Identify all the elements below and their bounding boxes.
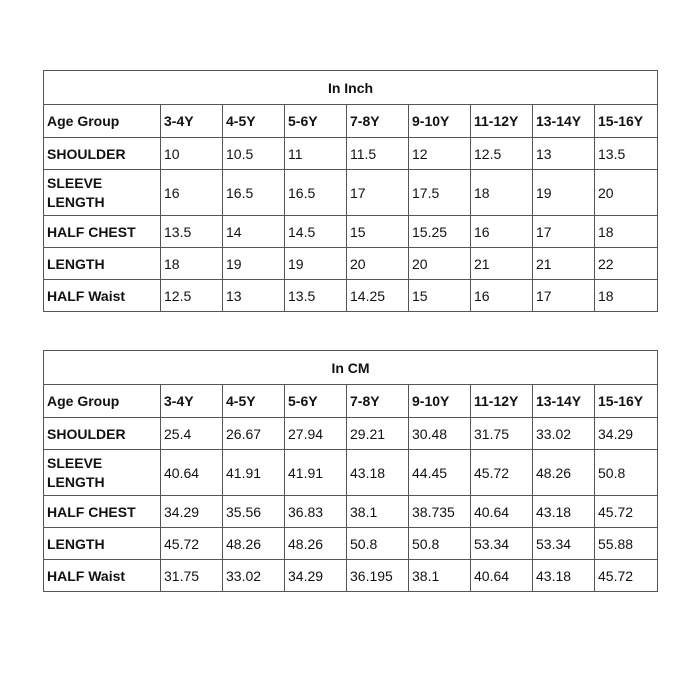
age-column-header: 7-8Y: [347, 385, 409, 418]
measurement-value: 36.195: [347, 560, 409, 592]
measurement-value: 17: [347, 170, 409, 216]
table-row: [44, 450, 658, 496]
table-row: [44, 528, 658, 560]
measurement-value: 11: [285, 138, 347, 170]
measurement-value: 45.72: [161, 528, 223, 560]
measurement-label: SLEEVE LENGTH: [44, 170, 161, 216]
measurement-value: 12.5: [161, 280, 223, 312]
measurement-value: 53.34: [533, 528, 595, 560]
measurement-value: 29.21: [347, 418, 409, 450]
age-group-header: Age Group: [44, 385, 161, 418]
measurement-value: 43.18: [533, 560, 595, 592]
measurement-value: 33.02: [533, 418, 595, 450]
measurement-value: 26.67: [223, 418, 285, 450]
size-table-inch: [43, 70, 658, 312]
measurement-value: 17: [533, 280, 595, 312]
age-column-header: 4-5Y: [223, 105, 285, 138]
measurement-label: SLEEVE LENGTH: [44, 450, 161, 496]
measurement-value: 12: [409, 138, 471, 170]
measurement-value: 38.735: [409, 496, 471, 528]
measurement-value: 33.02: [223, 560, 285, 592]
measurement-value: 31.75: [471, 418, 533, 450]
measurement-value: 13: [533, 138, 595, 170]
size-table-cm: [43, 350, 658, 592]
measurement-label: LENGTH: [44, 528, 161, 560]
age-group-header: Age Group: [44, 105, 161, 138]
measurement-value: 25.4: [161, 418, 223, 450]
measurement-value: 18: [595, 280, 658, 312]
measurement-value: 50.8: [595, 450, 658, 496]
measurement-value: 40.64: [471, 560, 533, 592]
measurement-value: 13.5: [161, 216, 223, 248]
measurement-value: 45.72: [595, 560, 658, 592]
table-caption: In CM: [44, 351, 658, 385]
measurement-value: 38.1: [409, 560, 471, 592]
table-header-row: [44, 385, 658, 418]
measurement-value: 34.29: [161, 496, 223, 528]
table-header-row: [44, 105, 658, 138]
age-column-header: 13-14Y: [533, 385, 595, 418]
table-row: [44, 138, 658, 170]
measurement-value: 50.8: [409, 528, 471, 560]
measurement-value: 27.94: [285, 418, 347, 450]
measurement-value: 16: [161, 170, 223, 216]
measurement-value: 20: [347, 248, 409, 280]
measurement-label: SHOULDER: [44, 418, 161, 450]
measurement-value: 31.75: [161, 560, 223, 592]
measurement-value: 17: [533, 216, 595, 248]
measurement-value: 38.1: [347, 496, 409, 528]
measurement-value: 22: [595, 248, 658, 280]
measurement-value: 20: [595, 170, 658, 216]
measurement-value: 43.18: [533, 496, 595, 528]
measurement-label: HALF Waist: [44, 560, 161, 592]
measurement-value: 13: [223, 280, 285, 312]
measurement-value: 34.29: [285, 560, 347, 592]
table-row: [44, 418, 658, 450]
measurement-value: 40.64: [471, 496, 533, 528]
measurement-value: 16.5: [223, 170, 285, 216]
age-column-header: 9-10Y: [409, 385, 471, 418]
age-column-header: 13-14Y: [533, 105, 595, 138]
measurement-value: 36.83: [285, 496, 347, 528]
measurement-value: 44.45: [409, 450, 471, 496]
table-row: [44, 560, 658, 592]
measurement-value: 19: [285, 248, 347, 280]
measurement-label: HALF Waist: [44, 280, 161, 312]
age-column-header: 7-8Y: [347, 105, 409, 138]
measurement-value: 14.25: [347, 280, 409, 312]
age-column-header: 15-16Y: [595, 105, 658, 138]
measurement-value: 48.26: [533, 450, 595, 496]
measurement-value: 14: [223, 216, 285, 248]
measurement-value: 10: [161, 138, 223, 170]
measurement-value: 21: [471, 248, 533, 280]
measurement-value: 18: [595, 216, 658, 248]
measurement-value: 19: [223, 248, 285, 280]
table-row: [44, 248, 658, 280]
age-column-header: 9-10Y: [409, 105, 471, 138]
measurement-value: 21: [533, 248, 595, 280]
measurement-value: 14.5: [285, 216, 347, 248]
measurement-value: 15.25: [409, 216, 471, 248]
age-column-header: 3-4Y: [161, 105, 223, 138]
measurement-value: 45.72: [471, 450, 533, 496]
table-caption-row: [44, 351, 658, 385]
table-caption: In Inch: [44, 71, 658, 105]
table-row: [44, 170, 658, 216]
measurement-value: 16: [471, 280, 533, 312]
measurement-value: 15: [347, 216, 409, 248]
measurement-value: 13.5: [595, 138, 658, 170]
measurement-value: 53.34: [471, 528, 533, 560]
measurement-value: 45.72: [595, 496, 658, 528]
measurement-value: 17.5: [409, 170, 471, 216]
measurement-label: SHOULDER: [44, 138, 161, 170]
age-column-header: 5-6Y: [285, 385, 347, 418]
measurement-value: 48.26: [223, 528, 285, 560]
measurement-value: 40.64: [161, 450, 223, 496]
table-caption-row: [44, 71, 658, 105]
measurement-value: 34.29: [595, 418, 658, 450]
measurement-value: 41.91: [285, 450, 347, 496]
table-row: [44, 496, 658, 528]
age-column-header: 5-6Y: [285, 105, 347, 138]
measurement-value: 19: [533, 170, 595, 216]
age-column-header: 3-4Y: [161, 385, 223, 418]
measurement-value: 55.88: [595, 528, 658, 560]
measurement-value: 10.5: [223, 138, 285, 170]
measurement-label: HALF CHEST: [44, 496, 161, 528]
measurement-label: LENGTH: [44, 248, 161, 280]
age-column-header: 11-12Y: [471, 385, 533, 418]
measurement-value: 16.5: [285, 170, 347, 216]
measurement-value: 43.18: [347, 450, 409, 496]
age-column-header: 4-5Y: [223, 385, 285, 418]
measurement-value: 35.56: [223, 496, 285, 528]
measurement-value: 20: [409, 248, 471, 280]
measurement-value: 16: [471, 216, 533, 248]
measurement-value: 41.91: [223, 450, 285, 496]
table-row: [44, 280, 658, 312]
age-column-header: 11-12Y: [471, 105, 533, 138]
table-row: [44, 216, 658, 248]
age-column-header: 15-16Y: [595, 385, 658, 418]
measurement-value: 18: [471, 170, 533, 216]
measurement-value: 13.5: [285, 280, 347, 312]
measurement-value: 30.48: [409, 418, 471, 450]
measurement-value: 50.8: [347, 528, 409, 560]
measurement-value: 12.5: [471, 138, 533, 170]
measurement-label: HALF CHEST: [44, 216, 161, 248]
measurement-value: 48.26: [285, 528, 347, 560]
measurement-value: 15: [409, 280, 471, 312]
measurement-value: 18: [161, 248, 223, 280]
measurement-value: 11.5: [347, 138, 409, 170]
